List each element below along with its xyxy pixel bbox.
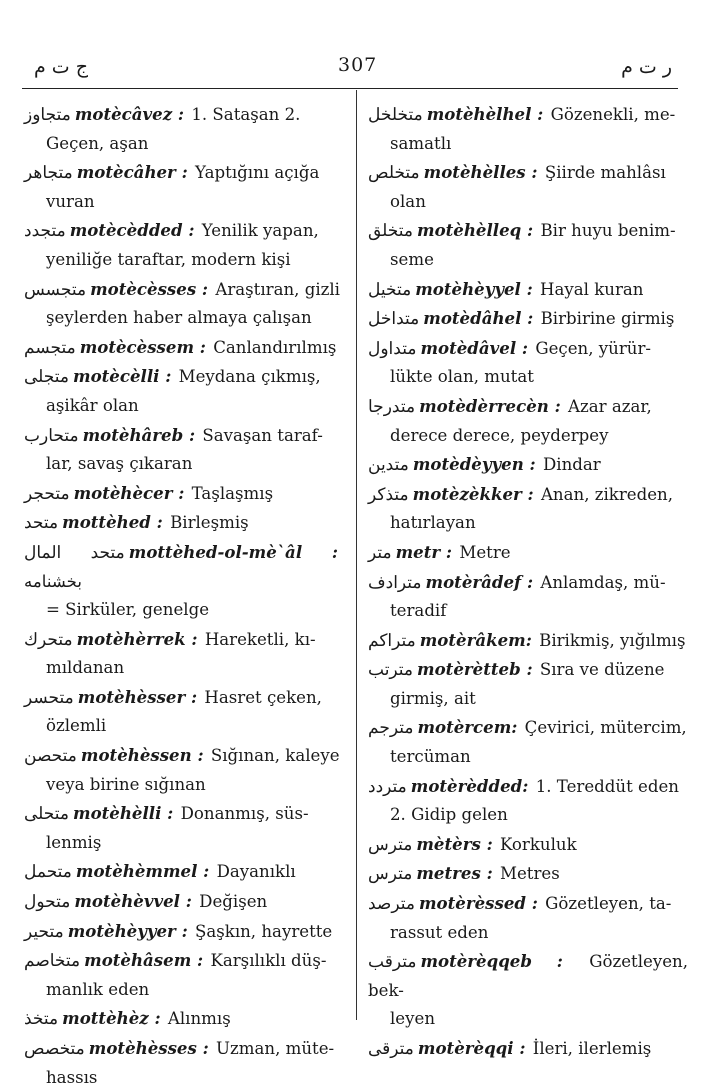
dictionary-entry bbox=[24, 100, 340, 158]
arabic-headword: متخذ bbox=[24, 1009, 59, 1030]
entry-first-line bbox=[24, 158, 340, 188]
dictionary-entry bbox=[368, 216, 688, 274]
arabic-headword: متدين bbox=[368, 455, 409, 476]
transliterated-headword: motèhèlles : bbox=[423, 162, 538, 183]
transliterated-headword: motèhèlli : bbox=[73, 803, 174, 824]
dictionary-entry bbox=[368, 889, 688, 947]
arabic-headword: متجسم bbox=[24, 337, 76, 358]
entry-first-line bbox=[24, 100, 340, 130]
dictionary-entry bbox=[368, 450, 688, 480]
header-right-letters: ر ت م bbox=[621, 56, 672, 78]
dictionary-entry bbox=[368, 1034, 688, 1064]
entry-first-line bbox=[24, 421, 340, 451]
transliterated-headword: motèhèmmel : bbox=[75, 861, 210, 882]
entry-first-line bbox=[24, 683, 340, 713]
arabic-headword: متداول bbox=[368, 338, 417, 359]
definition-continuation: girmiş, ait bbox=[390, 688, 476, 708]
dictionary-entry bbox=[24, 625, 340, 683]
arabic-headword: مترس bbox=[368, 834, 413, 855]
transliterated-headword: motèrâkem: bbox=[419, 629, 532, 650]
dictionary-entry bbox=[368, 538, 688, 568]
page-header bbox=[0, 54, 708, 88]
definition-text: Metre bbox=[459, 542, 511, 562]
entry-first-line bbox=[368, 1034, 688, 1064]
dictionary-entry bbox=[368, 772, 688, 830]
entry-first-line bbox=[24, 1004, 340, 1034]
definition-text: بخشنامه bbox=[24, 571, 82, 591]
transliterated-headword: motèzèkker : bbox=[412, 483, 534, 504]
definition-continuation: 2. Gidip gelen bbox=[390, 805, 508, 825]
definition-continuation: veya birine sığınan bbox=[46, 774, 206, 794]
definition-text: Azar azar, bbox=[568, 396, 652, 416]
arabic-headword: متحول bbox=[24, 892, 71, 913]
arabic-headword: مترصد bbox=[368, 894, 415, 915]
definition-text: İleri, ilerlemiş bbox=[532, 1039, 652, 1058]
arabic-headword: متحلى bbox=[24, 804, 70, 825]
transliterated-headword: motèhèlleq : bbox=[417, 220, 534, 241]
dictionary-entry bbox=[24, 275, 340, 333]
definition-text: Anlamdaş, mü- bbox=[540, 572, 666, 592]
arabic-headword: متخصص bbox=[24, 1039, 85, 1059]
definition-continuation: hatırlayan bbox=[390, 513, 476, 533]
dictionary-entry bbox=[24, 333, 340, 363]
definition-text: Hayal kuran bbox=[540, 279, 644, 299]
definition-continuation: vuran bbox=[46, 191, 95, 211]
transliterated-headword: motècèssem : bbox=[79, 336, 206, 357]
dictionary-entry bbox=[24, 741, 340, 799]
dictionary-entry bbox=[24, 857, 340, 887]
definition-text: Meydana çıkmış, bbox=[178, 367, 321, 387]
definition-text: Yaptığını açığa bbox=[195, 163, 320, 183]
arabic-headword: متحير bbox=[24, 921, 64, 942]
transliterated-headword: motèhèrrek : bbox=[76, 628, 198, 649]
dictionary-entry bbox=[368, 304, 688, 334]
definition-text: Bir huyu benim- bbox=[540, 221, 676, 241]
arabic-headword: متحصن bbox=[24, 746, 77, 767]
left-column bbox=[24, 100, 340, 1092]
transliterated-headword: motèhèyyer : bbox=[67, 920, 188, 941]
transliterated-headword: motèhâsem : bbox=[84, 950, 204, 971]
definition-text: Geçen, yürür- bbox=[535, 338, 651, 358]
transliterated-headword: motèhèyyel : bbox=[415, 278, 533, 299]
definition-continuation: şeylerden haber almaya çalışan bbox=[46, 308, 312, 328]
entry-first-line bbox=[368, 275, 688, 305]
entry-first-line bbox=[368, 100, 688, 130]
definition-text: Çevirici, mütercim, bbox=[524, 718, 687, 738]
transliterated-headword: motèhèlhel : bbox=[426, 104, 544, 124]
definition-continuation: rassut eden bbox=[390, 922, 489, 942]
entry-first-line bbox=[24, 887, 340, 917]
transliterated-headword: motècèlli : bbox=[73, 366, 172, 387]
column-divider bbox=[356, 90, 357, 1020]
entry-first-line bbox=[24, 625, 340, 655]
definition-continuation: olan bbox=[390, 191, 426, 211]
definition-text: Birikmiş, yığılmış bbox=[539, 630, 686, 650]
entry-first-line bbox=[368, 859, 688, 889]
transliterated-headword: motèrètteb : bbox=[417, 659, 533, 680]
transliterated-headword: motèdâvel : bbox=[420, 337, 529, 358]
arabic-headword: متجسس bbox=[24, 279, 87, 300]
dictionary-entry bbox=[368, 859, 688, 889]
arabic-headword: مترس bbox=[368, 864, 413, 885]
definition-continuation: derece derece, peyderpey bbox=[390, 425, 609, 445]
transliterated-headword: motèhèsser : bbox=[77, 686, 198, 707]
transliterated-headword: motèrâdef : bbox=[425, 571, 534, 592]
dictionary-entry bbox=[24, 508, 340, 538]
right-column bbox=[368, 100, 688, 1064]
entry-first-line bbox=[368, 538, 688, 568]
arabic-headword: متحد bbox=[24, 513, 59, 534]
dictionary-entry bbox=[368, 626, 688, 656]
entry-first-line bbox=[24, 508, 340, 538]
arabic-headword: متجاهر bbox=[24, 163, 73, 184]
dictionary-entry bbox=[24, 1004, 340, 1034]
definition-continuation: aşikâr olan bbox=[46, 395, 139, 415]
dictionary-entry bbox=[368, 158, 688, 216]
dictionary-entry bbox=[24, 538, 340, 625]
entry-first-line bbox=[24, 275, 340, 305]
arabic-headword: متحد المال bbox=[24, 542, 125, 563]
dictionary-entry bbox=[368, 830, 688, 860]
definition-continuation: = Sirküler, genelge bbox=[46, 600, 210, 620]
entry-first-line bbox=[368, 626, 688, 656]
arabic-headword: متراكم bbox=[368, 630, 416, 651]
arabic-headword: متخلص bbox=[368, 163, 420, 184]
arabic-headword: متحرك bbox=[24, 629, 73, 650]
header-rule bbox=[22, 88, 678, 89]
definition-text: Birbirine girmiş bbox=[540, 309, 675, 329]
definition-text: Dindar bbox=[542, 455, 601, 475]
entry-first-line bbox=[368, 450, 688, 480]
definition-text: Dayanıklı bbox=[216, 862, 296, 882]
definition-text: Hasret çeken, bbox=[204, 687, 322, 707]
arabic-headword: مترادف bbox=[368, 572, 422, 593]
definition-continuation: teradif bbox=[390, 601, 447, 621]
definition-text: 1. Sataşan 2. bbox=[191, 105, 301, 124]
dictionary-entry bbox=[24, 479, 340, 509]
transliterated-headword: metres : bbox=[416, 863, 493, 884]
dictionary-entry bbox=[24, 683, 340, 741]
page-number: 307 bbox=[338, 54, 378, 76]
entry-first-line bbox=[24, 741, 340, 771]
definition-text: Gözenekli, me- bbox=[550, 105, 676, 124]
arabic-headword: متر bbox=[368, 542, 392, 563]
entry-first-line bbox=[368, 830, 688, 860]
definition-continuation: lükte olan, mutat bbox=[390, 367, 534, 387]
entry-first-line bbox=[24, 333, 340, 363]
definition-text: Değişen bbox=[199, 892, 268, 912]
entry-first-line bbox=[368, 772, 688, 802]
transliterated-headword: motèhècer : bbox=[73, 482, 185, 503]
definition-continuation: hassıs bbox=[46, 1067, 98, 1087]
transliterated-headword: motèdâhel : bbox=[423, 308, 534, 329]
dictionary-entry bbox=[368, 655, 688, 713]
definition-text: Donanmış, süs- bbox=[180, 804, 309, 824]
arabic-headword: متخلخل bbox=[368, 105, 423, 125]
transliterated-headword: motècâvez : bbox=[74, 104, 185, 124]
transliterated-headword: motèrèdded: bbox=[410, 775, 529, 796]
dictionary-entry bbox=[24, 216, 340, 274]
arabic-headword: متحارب bbox=[24, 425, 79, 446]
definition-text: Korkuluk bbox=[499, 834, 577, 854]
transliterated-headword: motècâher : bbox=[76, 162, 188, 183]
entry-first-line bbox=[24, 216, 340, 246]
definition-text: Gözetleyen, ta- bbox=[545, 894, 672, 914]
dictionary-entry bbox=[368, 334, 688, 392]
transliterated-headword: motèdèyyen : bbox=[412, 454, 536, 475]
dictionary-entry bbox=[368, 392, 688, 450]
transliterated-headword: mottèhèz : bbox=[62, 1008, 161, 1029]
transliterated-headword: metr : bbox=[395, 541, 453, 562]
definition-text: Hareketli, kı- bbox=[204, 629, 316, 649]
arabic-headword: متذكر bbox=[368, 484, 409, 505]
arabic-headword: متخيل bbox=[368, 279, 412, 300]
transliterated-headword: motèhèssen : bbox=[80, 745, 204, 766]
definition-text: Anan, zikreden, bbox=[540, 484, 674, 504]
entry-first-line bbox=[24, 857, 340, 887]
definition-text: Metres bbox=[499, 864, 560, 884]
transliterated-headword: motècèdded : bbox=[69, 220, 195, 241]
entry-first-line bbox=[368, 216, 688, 246]
entry-first-line bbox=[24, 362, 340, 392]
entry-first-line bbox=[24, 917, 340, 947]
entry-first-line bbox=[368, 158, 688, 188]
transliterated-headword: motèhèvvel : bbox=[74, 891, 192, 912]
arabic-headword: متخاصم bbox=[24, 951, 81, 972]
arabic-headword: متخلق bbox=[368, 221, 414, 242]
definition-text: 1. Tereddüt eden bbox=[535, 776, 679, 796]
entry-first-line bbox=[24, 1034, 340, 1064]
definition-continuation: lar, savaş çıkaran bbox=[46, 454, 193, 474]
entry-first-line bbox=[24, 538, 340, 596]
definition-continuation: lenmiş bbox=[46, 832, 102, 852]
transliterated-headword: mottèhed : bbox=[62, 512, 163, 533]
definition-text: Birleşmiş bbox=[170, 513, 249, 533]
entry-first-line bbox=[368, 480, 688, 510]
entry-first-line bbox=[368, 889, 688, 919]
entry-first-line bbox=[368, 392, 688, 422]
transliterated-headword: motècèsses : bbox=[90, 278, 209, 299]
definition-text: Uzman, müte- bbox=[216, 1039, 335, 1058]
arabic-headword: متحسر bbox=[24, 687, 74, 708]
definition-text: Karşılıklı düş- bbox=[210, 951, 327, 971]
definition-text: Yenilik yapan, bbox=[201, 221, 319, 241]
arabic-headword: مترتب bbox=[368, 660, 414, 681]
definition-text: Canlandırılmış bbox=[213, 337, 337, 357]
dictionary-entry bbox=[24, 1034, 340, 1092]
dictionary-entry bbox=[24, 946, 340, 1004]
entry-first-line bbox=[368, 655, 688, 685]
definition-continuation: manlık eden bbox=[46, 979, 150, 999]
definition-continuation: samatlı bbox=[390, 133, 452, 153]
arabic-headword: متجدد bbox=[24, 221, 66, 242]
transliterated-headword: mottèhed-ol-mè`âl : bbox=[128, 541, 338, 562]
definition-continuation: özlemli bbox=[46, 716, 107, 736]
arabic-headword: متدرجا bbox=[368, 396, 416, 417]
arabic-headword: متحمل bbox=[24, 862, 72, 883]
entry-first-line bbox=[368, 947, 688, 1005]
transliterated-headword: mètèrs : bbox=[416, 833, 493, 854]
arabic-headword: متحجر bbox=[24, 483, 70, 504]
definition-text: Araştıran, gizli bbox=[215, 279, 340, 299]
entry-first-line bbox=[24, 479, 340, 509]
definition-text: Alınmış bbox=[167, 1009, 231, 1029]
entry-first-line bbox=[368, 304, 688, 334]
definition-continuation: seme bbox=[390, 249, 434, 269]
dictionary-entry bbox=[24, 362, 340, 420]
dictionary-entry bbox=[24, 421, 340, 479]
transliterated-headword: motèrèqqeb : bbox=[420, 951, 563, 972]
arabic-headword: متجاوز bbox=[24, 105, 71, 125]
definition-continuation: tercüman bbox=[390, 747, 471, 767]
entry-first-line bbox=[368, 713, 688, 743]
header-left-letters: ج ت م bbox=[34, 56, 88, 78]
entry-first-line bbox=[368, 568, 688, 598]
definition-continuation: mıldanan bbox=[46, 658, 125, 678]
entry-first-line bbox=[24, 799, 340, 829]
definition-continuation: yeniliğe taraftar, modern kişi bbox=[46, 249, 291, 269]
dictionary-entry bbox=[368, 480, 688, 538]
arabic-headword: متردد bbox=[368, 776, 407, 797]
definition-text: Sıra ve düzene bbox=[539, 660, 665, 680]
transliterated-headword: motèrcem: bbox=[417, 717, 518, 738]
arabic-headword: متداخل bbox=[368, 309, 420, 330]
dictionary-entry bbox=[24, 917, 340, 947]
definition-text: Taşlaşmış bbox=[191, 483, 274, 503]
dictionary-entry bbox=[24, 799, 340, 857]
arabic-headword: مترجم bbox=[368, 718, 414, 739]
dictionary-entry bbox=[24, 887, 340, 917]
dictionary-entry bbox=[368, 947, 688, 1034]
definition-text: Sığınan, kaleye bbox=[210, 746, 340, 766]
transliterated-headword: motèdèrrecèn : bbox=[419, 395, 561, 416]
dictionary-entry bbox=[368, 100, 688, 158]
entry-first-line bbox=[368, 334, 688, 364]
arabic-headword: مترقى bbox=[368, 1039, 414, 1059]
definition-text: Şiirde mahlâsı bbox=[544, 163, 666, 183]
definition-text: Savaşan taraf- bbox=[202, 425, 323, 445]
transliterated-headword: motèrèssed : bbox=[418, 893, 538, 914]
dictionary-entry bbox=[368, 275, 688, 305]
dictionary-entry bbox=[368, 568, 688, 626]
dictionary-entry bbox=[24, 158, 340, 216]
definition-text: Şaşkın, hayrette bbox=[194, 921, 333, 941]
definition-continuation: Geçen, aşan bbox=[46, 133, 149, 153]
definition-text: Gözetleyen, bek- bbox=[368, 952, 688, 1000]
transliterated-headword: motèhèsses : bbox=[88, 1038, 209, 1058]
entry-first-line bbox=[24, 946, 340, 976]
arabic-headword: متجلى bbox=[24, 367, 70, 388]
transliterated-headword: motèhâreb : bbox=[82, 424, 196, 445]
dictionary-entry bbox=[368, 713, 688, 771]
definition-continuation: leyen bbox=[390, 1009, 436, 1029]
transliterated-headword: motèrèqqi : bbox=[417, 1038, 526, 1058]
arabic-headword: مترقب bbox=[368, 952, 417, 973]
